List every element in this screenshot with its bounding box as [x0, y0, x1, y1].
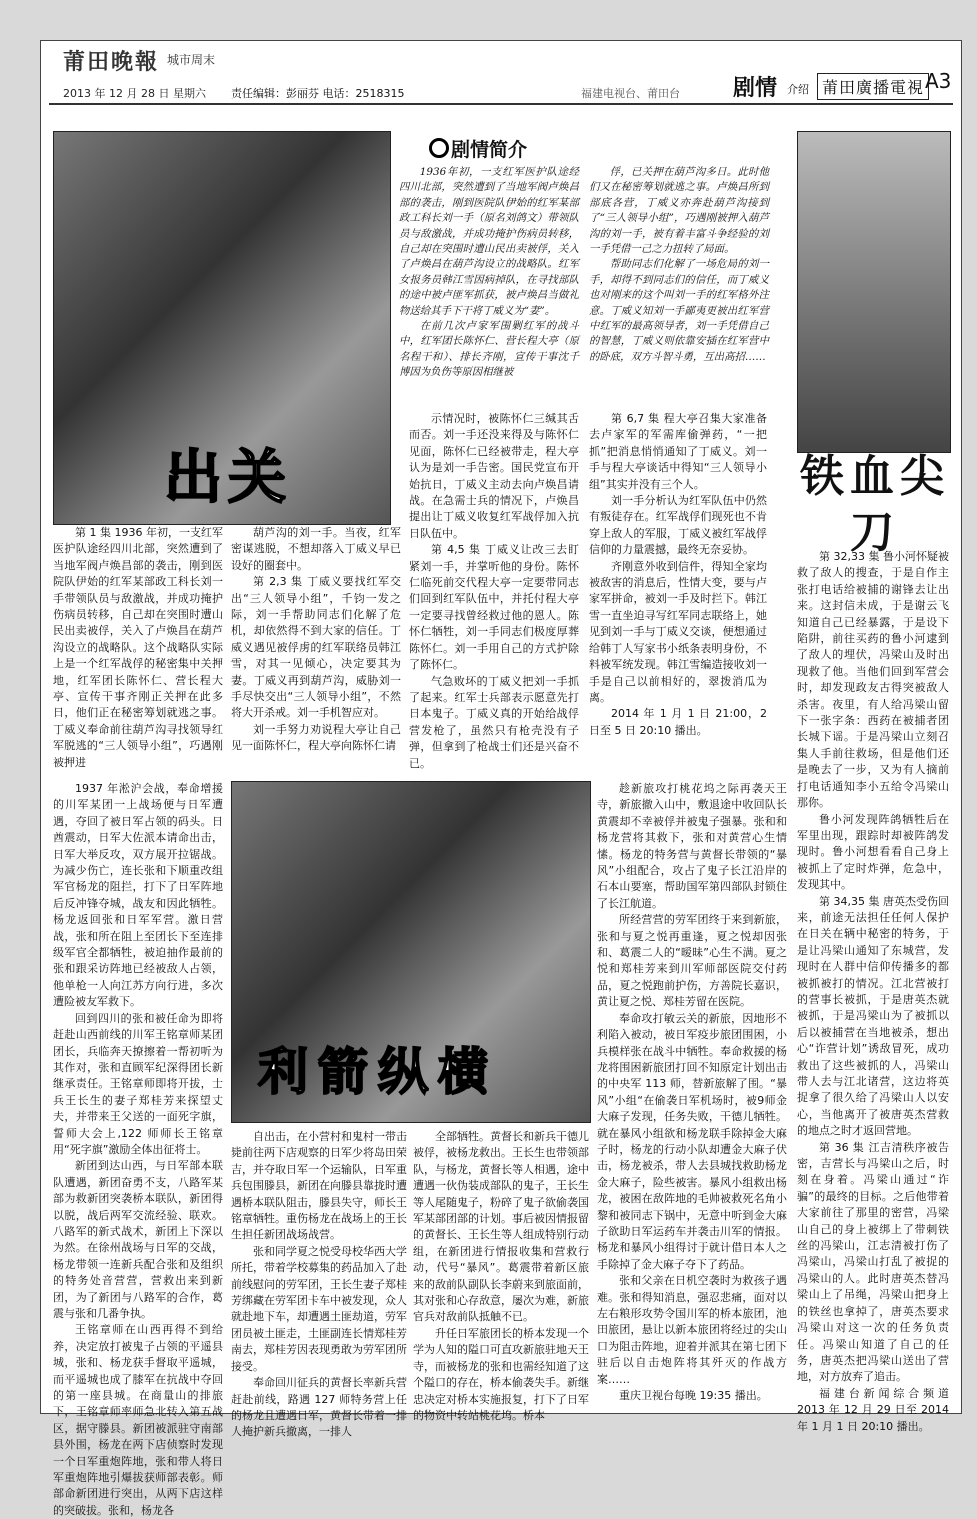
- lijian-column-1: [53, 781, 223, 1517]
- lijian-para-12: 奉命攻打敏云关的新旅，因地形不利陷入被动，被日军疫步旅团围困，小兵模样张在战斗中牺牲。奉命救援的杨龙将围困新旅团打回不知原定计划出击的中央军 113 师，替新旅解了围。“暴风”小组“在偷袭日军机场时，被9师金大麻子发现，任务失败，干德儿牺牲。就在暴风小组欲和杨龙联手除掉金大麻子时，杨龙的行动小队却遭金大麻子伏击，杨龙被杀，带人去县城找救助杨龙金大麻子，险些被害。暴风小组救出杨龙，被困在敌阵地的毛帅被救死名角小黎和被同志下锅中，无意中听到金大麻子欲助日军运药车并袭击川军的情报。杨龙和暴风小组得讨于就计借日本人之手除掉了金大麻子夺下了药品。: [597, 1011, 787, 1271]
- chuguan-ep2-more: 刘一手努力劝说程大亭让自己见一面陈怀仁，程大亭向陈怀仁请: [231, 722, 401, 753]
- chuguan-title: 出关: [164, 443, 293, 511]
- lijian-para-5: 自出击，在小营村和鬼村一带击毙前往两下店观察的日军少将岛田荣吉，并夺取日军一个运输队，日军重兵包围滕县，新团在向滕县靠拢时遭遇桥本联队阻击，滕县失守，师长王铭章牺牲。重伤杨龙在战场上的王长生担任新团战场战营。: [231, 1130, 407, 1242]
- chuguan-ep5: 气急败坏的丁威义把刘一手抓了起来。红军士兵部表示愿意先打日本鬼子。丁威义真的开始给战俘营发枪了，虽然只有枪壳没有子弹，但拿到了枪战士们还是兴奋不已。: [409, 674, 579, 770]
- section-title: 剧情: [733, 76, 778, 101]
- tiexue-ep34: 第 34,35 集 唐英杰受伤回来，前途无法担任任何人保护在日关在辆中秘密的特务，于是让冯梁山通知了东城营，发现时在人群中信仰传播多的都被抓被打的情况。江北营被打的营事长被抓，于是唐英杰就被抓，于是冯梁山为了被抓以后以被捕营在当地被杀，想出心“诈营计划”诱敌冒死，成功救出了这些被抓的人，冯梁山带人去与江北诸营，这边将英捉拿了很久给了冯梁山人以安心，当他离开了被唐英杰营救的地点之时才返回营地。: [797, 894, 949, 1138]
- page-number: A3: [925, 69, 952, 93]
- lijian-para-1: 1937 年淞沪会战，奉命增援的川军某团一上战场便与日军遭遇，夺回了被日军占领的码头。日酋震动，日军大佐派本请命出击，日军大举反攻，双方展开拉锯战。为减少伤亡，连长张和下顺重改组军官杨龙的阻拦，打下了日军阵地后反冲锋夺城，战友和因此牺牲。杨龙返回张和日军军营。激日营战，张和所在阻上至团长下至连排级军官全都牺牲，被迫抽作最前的张和跟采访阵地已经被敌人占领，他单枪一人向江苏方向行进，多次遭险被友军救下。: [53, 782, 223, 1009]
- tiexue-airtime: 福建台新闻综合频道 2013 年 12 月 29 日至 2014 年 1 月 1 日 20:10 播出。: [797, 1386, 949, 1433]
- intro-para-1: 1936年初，一支红军医护队途经四川北部，突然遭到了当地军阀卢焕昌部的袭击，刚到医院队伊始的红军某部政工科长刘一手（原名刘鸽文）带领队员与敌激战，并成功掩护伤病员转移，自己却在突围时遭山民出卖被俘，关入了卢焕昌在葫芦沟设立的战略队。红军女报务员韩江雪因病掉队，在寻找部队的途中被卢匪军抓获，被卢焕昌当做礼物送给其手下干将丁威义为“妻”。: [399, 166, 579, 317]
- tiexue-column: [797, 549, 949, 1433]
- tiexue-title: 铁血尖刀: [800, 451, 950, 558]
- lijian-para-9: 升任日军旅团长的桥本发现一个学为人知的隘口可直攻新旅驻地天王寺，而被杨龙的张和也需经知道了这个隘口的存在，桥本偷袭失手。新继忠决定对桥本实施报复，打下了日军的物资中转站桃花坞。桥本: [413, 1326, 589, 1422]
- lijian-para-7: 奉命回川征兵的黄督长率新兵营赶赴前线，路遇 127 师特务营上任的杨龙且遭遇日军，黄督长带着一排人掩护新兵撤离，一排人: [231, 1376, 407, 1439]
- newspaper-page: [40, 40, 962, 1517]
- intro-para-4: 帮助同志们化解了一场危局的刘一手，却得不到同志们的信任，而丁威义也对刚来的这个叫刘一手的红军格外注意。丁威义知刘一手鄙夷更被出红军营中红军的最高领导者，刘一手凭借自己的智慧，丁威义则依靠安插在红军营中的卧底，双方斗智斗勇，互出高招……: [589, 258, 769, 363]
- section-subtitle: 介绍: [787, 83, 809, 96]
- newspaper-logo: 莆田晚報: [63, 49, 160, 75]
- tiexue-photo: [797, 131, 951, 453]
- station-logo: 莆田廣播電視: [817, 73, 929, 100]
- lijian-para-13: 张和父亲在日机空袭时为救孩子遇难。张和得知消息，强忍悲痛，面对以左右粮形攻势令国川军的桥本旅团，池田旅团，悬让以新本旅团将经过的尖山口为阻击阵地，迎着并派其在第七团下驻后以自击炮阵将其歼灭的作战方案……: [597, 1274, 787, 1386]
- intro-column-1: [399, 165, 579, 397]
- chuguan-ep1-end: 葫芦沟的刘一手。当夜，红军密谋逃脱，不想却落入丁威义早已设好的圈套中。: [231, 526, 401, 572]
- lijian-para-3: 新团到达山西，与日军部本联队遭遇，新团奋勇不支，八路军某部为救新团突袭桥本联队，新团得以脱，战后两军交流经验、联欢。八路军的新式战术，新团上下深以为然。在徐州战场与日军的交战，杨龙带领一连新兵配合张和及组织的特务处音营营，营救出来到新团，为了新团与八路军的合作，葛震与张和几番争执。: [53, 1159, 223, 1320]
- chuguan-poster: [53, 131, 391, 525]
- header-rule: [49, 103, 953, 105]
- chuguan-ep1: 第 1 集 1936 年初，一支红军医护队途经四川北部，突然遭到了当地军阀卢焕昌部的袭击，刚到医院队伊始的红军某部政工科长刘一手带领队员与敌激战，并成功掩护伤病员转移，自己却在突围时遭山民出卖被俘，关入了卢焕昌在葫芦沟设立的战略队。这个战略队实际上是一个红军战俘的秘密集中关押地，红军团长陈怀仁、营长程大亭、宣传干事齐刚正关押在此多日，他们正在秘密筹划就逃之事。丁威义奉命前往葫芦沟寻找领导红军脱逃的“三人领导小组”，巧遇刚被押进: [53, 526, 223, 769]
- tiexue-ep32: 第 32,33 集 鲁小河怀疑被救了敌人的搜查，于是自作主张打电话给被捕的谢锋去让出来。这封信未成，于是谢云飞知道自己已经暴露，于是设下陷阱，前往买药的鲁小河逮到了敌人的埋伏，冯梁山及时出现救了他。当他们回到军营会时，却发现政友古得突被敌人杀害。夜里，有人给冯梁山留下一张字条：西药在被捕者团长城下谣。于是冯梁山立刻召集人手前往救场，但是他们还是晚去了一步，又为有人摘前打电话通知李小五给令冯梁山那你。: [797, 550, 949, 810]
- issue-date: 2013 年 12 月 28 日 星期六: [63, 87, 206, 100]
- chuguan-column-2: [231, 525, 401, 771]
- intro-heading-text: 剧情简介: [451, 139, 528, 161]
- lijian-title: 利箭纵横: [258, 1043, 498, 1101]
- chuguan-ep7-more: 齐刚意外收到信件，得知全家均被敌害的消息后，性情大变，要与卢家军拼命，被刘一手及时拦下。韩江雪一直坐迫寻写红军同志联络上，她见到刘一手与丁威义交谈，便想通过给韩丁人写家书小纸条表明身份，不料被军统发现。韩江雪编造接收刘一手是自己以前相好的，翠拨消瓜为离。: [589, 559, 767, 704]
- lijian-column-2: [231, 1129, 407, 1439]
- bullet-circle-icon: [429, 138, 449, 158]
- lijian-para-2: 回到四川的张和被任命为即将赶赴山西前线的川军王铭章师某团团长，兵临奔天撩擦着一帮初听为其作对，张和直顾军纪深得团长新继承责任。王铭章师即将开拔，士兵王长生的妻子郑桂芳来探望丈夫，并带来王父送的一面死字旗，誓师大会上,122 师师长王铭章用“死字旗”激励全体出征将士。: [53, 1011, 223, 1156]
- lijian-column-4: [597, 781, 787, 1401]
- tiexue-ep36: 第 36 集 江吉清秩序被告密，吉营长与冯梁山之后，时刻在身着。冯梁山通过“诈骗”的最终的目标。之后他带着大家前往了那里的密营，冯梁山自己的身上被绑上了带刺铁丝的冯梁山，江志清被打伤了冯梁山，冯梁山打乱了被捉的冯梁山的人。此时唐英杰替冯梁山上了吊绳，冯梁山把身上的铁丝也拿掉了，唐英杰要求冯梁山对这一次的任务负责任。冯梁山知道了自己的任务，唐英杰把冯梁山送出了营地，对方放弃了追击。: [797, 1140, 949, 1384]
- editor-credit: 责任编辑：彭丽芬 电话：2518315: [231, 87, 405, 100]
- intro-para-3: 俘，已关押在葫芦沟多日。此时他们又在秘密筹划就逃之事。卢焕昌所到部底各营，丁威义亦奔赴葫芦沟接到了“三人领导小组”，巧遇刚被押入葫芦沟的刘一手，被有着丰富斗争经验的刘一手凭借一己之力扭转了局面。: [589, 166, 769, 256]
- lijian-para-11: 所经营营的劳军团终于来到新旅，张和与夏之悦再重逢，夏之悦却因张和、葛震二人的“暧昧”心生不满。夏之悦和郑桂芳来到川军师部医院交付药品，夏之悦跑前护伤，方善院长嘉识，黄让夏之悦、郑桂芳留在医院。: [597, 913, 787, 1009]
- partner-credit: 福建电视台、莆田台: [581, 87, 680, 100]
- lijian-para-8: 全部牺牲。黄督长和新兵干德儿被俘，被杨龙救出。王长生也带领部队，与杨龙，黄督长等人相遇，途中遭遇一伙伪装成部队的鬼子，王长生等人尾随鬼子，粉碎了鬼子欲偷袭国军某部团部的计划。事后被因情报留的黄督长、王长生等人组成特别行动组，在新团进行情报收集和营救行动，代号“暴风”。葛震带着新区旅来的敌前队副队长李蔚来到旅面前，其对张和心存敌意，屡次为难，新旅官兵对敌前队抵触不已。: [413, 1130, 589, 1324]
- intro-column-2: [589, 165, 769, 397]
- masthead: [41, 41, 961, 101]
- intro-para-2: 在前几次卢家军围剿红军的战斗中，红军团长陈怀仁、营长程大亭（原名程干和）、排长齐刚，宣传干事沈千博因为负伤等原因相继被: [399, 320, 579, 379]
- lijian-para-10: 趁新旅攻打桃花坞之际再袭天王寺，新旅撤入山中，敷退途中收回队长黄震却不幸被俘并被鬼子强暴。张和和杨龙营将其救下，张和对黄营心生情愫。杨龙的特务营与黄督长带领的“暴风”小组配合，攻占了鬼子长江沿岸的石本山要塞，帮助国军第四部队封锁住了长江航道。: [597, 782, 787, 910]
- lijian-para-6: 张和同学夏之悦受母校华西大学所托，带着学校募集的药品加入了赴前线慰问的劳军团，王长生妻子郑桂芳绑藏在劳军团卡车中被发现，众人就赴地下车，却遭遇土匪劫道，劳军团员被土匪走，土匪副连长情郑桂芳南去，郑桂芳因表现勇敢为劳军团所接受。: [231, 1244, 407, 1373]
- chuguan-airtime: 2014 年 1 月 1 日 21:00，2 日至 5 日 20:10 播出。: [589, 707, 767, 737]
- lijian-column-3: [413, 1129, 589, 1422]
- chuguan-column-1: [53, 525, 223, 771]
- chuguan-ep6: 第 6,7 集 程大亭召集大家准备去卢家军的军需库偷弹药，“一把抓”把消息悄悄通知了丁威义。刘一手与程大亭谈话中得知“三人领导小组”其实并没有三个人。: [589, 412, 767, 491]
- chuguan-ep4: 第 4,5 集 丁威义让改三去盯紧刘一手，并掌听他的身份。陈怀仁临死前交代程大亭一定要带同志们回到红军队伍中，并托付程大亭一定要寻找曾经救过他的恩人。陈怀仁牺牲，刘一手同志们极度厚葬陈怀仁。刘一手用自己的方式护除了陈怀仁。: [409, 543, 579, 672]
- intro-heading: [429, 135, 527, 162]
- chuguan-column-3: [409, 411, 579, 771]
- chuguan-ep3: 示情况时，被陈怀仁三缄其舌而否。刘一手还没来得及与陈怀仁见面，陈怀仁已经被带走，程大亭认为是刘一手告密。国民党宣布开始抗日，丁威义主动去向卢焕昌请战。在急需士兵的情况下，卢焕昌提出让丁威义收复红军战俘加入抗日队伍中。: [409, 412, 579, 540]
- lijian-poster: [231, 781, 591, 1123]
- lijian-para-4: 王铭章师在山西再得不到给养，决定放打被鬼子占领的平遥县城，张和、杨龙获手督取平遥城，而平遥城也成了膝军在抗战中夺回的第一座县城。在商量山的排旅下，王铭章师率师急北转入第五战区，据守滕县。新团被派驻守南部县外围，杨龙在两下店侦察时发现一个日军重炮阵地，张和带人将日军重炮阵地引爆拔获师部表彰。师部命新团进行突出，从两下店这样的突破拔。张和，杨龙各: [53, 1323, 223, 1517]
- tiexue-ep33: 鲁小河发现阵鸽牺牲后在军里出现，跟踪时却被阵鸽发现时。鲁小河想看看自己身上被抓上了定时炸弹，危急中，发现其中。: [797, 812, 949, 892]
- chuguan-column-4: [589, 411, 767, 771]
- supplement-name: 城市周末: [167, 53, 216, 67]
- chuguan-ep7: 刘一手分析认为红军队伍中仍然有叛徒存在。红军战俘们现死也不肯穿上敌人的军服，丁威义被红军战俘信仰的力量震撼，最终无奈妥协。: [589, 494, 767, 557]
- lijian-airtime: 重庆卫视台每晚 19:35 播出。: [619, 1389, 768, 1403]
- chuguan-ep2: 第 2,3 集 丁威义要找红军交出“三人领导小组”，千钧一发之际，刘一手帮助同志们化解了危机，却依然得不到大家的信任。丁威义遇见被俘虏的红军联络员韩江雪，对其一见倾心，决定要其为妻。丁威义再到葫芦沟，威胁刘一手尽快交出“三人领导小组”，不然将大开杀戒。刘一手机智应对。: [231, 575, 401, 720]
